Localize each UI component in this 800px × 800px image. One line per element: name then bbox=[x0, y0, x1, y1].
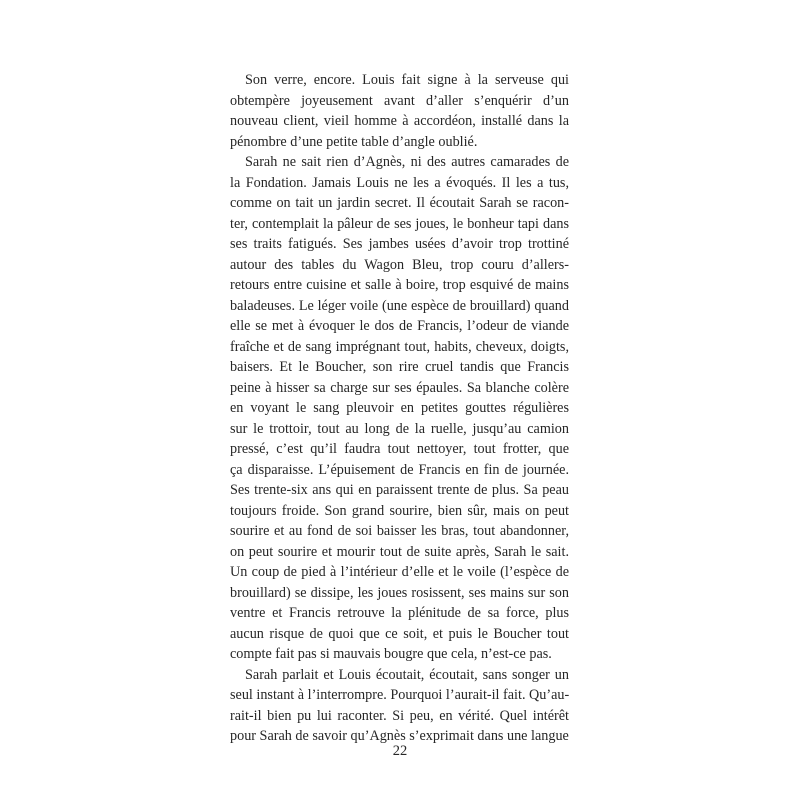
text-line: brouillard) se dissipe, les joues rosissent, ses mains sur son bbox=[230, 584, 569, 601]
text-line: sur le trottoir, tout au long de la ruelle, jusqu’au camion bbox=[230, 420, 569, 437]
text-line: baladeuses. Le léger voile (une espèce de brouillard) quand bbox=[230, 297, 569, 314]
text-line: rait-il bien pu lui raconter. Si peu, en vérité. Quel intérêt bbox=[230, 707, 569, 724]
text-line: ventre et Francis retrouve la plénitude de sa force, plus bbox=[230, 605, 569, 621]
text-line: aucun risque de quoi que ce soit, et puis le Boucher tout bbox=[230, 625, 569, 642]
text-line: en voyant le sang pleuvoir en petites gouttes régulières bbox=[230, 400, 569, 416]
paragraph bbox=[230, 665, 569, 747]
text-line: ses traits fatigués. Ses jambes usées d’avoir trop trottiné bbox=[230, 236, 569, 252]
text-line: Son verre, encore. Louis fait signe à la serveuse qui bbox=[245, 72, 569, 88]
text-line: pour Sarah de savoir qu’Agnès s’exprimait dans une langue bbox=[230, 728, 569, 744]
text-line: autour des tables du Wagon Bleu, trop couru d’allers- bbox=[230, 256, 569, 273]
text-line: Sarah ne sait rien d’Agnès, ni des autres camarades de bbox=[245, 154, 569, 170]
text-line: baisers. Et le Boucher, son rire cruel tandis que Francis bbox=[230, 359, 569, 375]
text-line: seul instant à l’interrompre. Pourquoi l’aurait-il fait. Qu’au- bbox=[230, 687, 570, 703]
page-text bbox=[230, 70, 569, 747]
text-line: Sarah parlait et Louis écoutait, écoutait, sans songer un bbox=[245, 666, 569, 683]
paragraph bbox=[230, 70, 569, 152]
text-line: nouveau client, vieil homme à accordéon, installé dans la bbox=[230, 113, 569, 129]
text-line: obtempère joyeusement avant d’aller s’enquérir d’un bbox=[230, 92, 569, 109]
text-line: Ses trente-six ans qui en paraissent trente de plus. Sa peau bbox=[230, 482, 569, 498]
text-line: la Fondation. Jamais Louis ne les a évoqués. Il les a tus, bbox=[230, 174, 569, 191]
text-line: Un coup de pied à l’intérieur d’elle et le voile (l’espèce de bbox=[230, 564, 569, 580]
text-line: pénombre d’une petite table d’angle oublié. bbox=[230, 133, 478, 150]
text-line: elle se met à évoquer le dos de Francis, l’odeur de viande bbox=[230, 318, 569, 334]
text-line: comme on tait un jardin secret. Il écoutait Sarah se racon- bbox=[230, 195, 569, 211]
text-line: peine à hisser sa charge sur ses épaules. Sa blanche colère bbox=[230, 379, 569, 396]
text-line: ter, contemplait la pâleur de ses joues, le bonheur tapi dans bbox=[230, 215, 569, 232]
text-line: pressé, c’est qu’il faudra tout nettoyer, tout frotter, que bbox=[230, 441, 569, 457]
text-line: on peut sourire et mourir tout de suite après, Sarah le sait. bbox=[230, 543, 569, 560]
page-number: 22 bbox=[392, 743, 408, 759]
text-line: toujours froide. Son grand sourire, bien sûr, mais on peut bbox=[230, 502, 569, 519]
text-line: compte fait pas si mauvais bougre que cela, n’est-ce pas. bbox=[230, 646, 552, 662]
text-line: fraîche et de sang imprégnant tout, habits, cheveux, doigts, bbox=[230, 338, 569, 355]
text-line: ça disparaisse. L’épuisement de Francis en fin de journée. bbox=[230, 461, 569, 478]
text-line: retours entre cuisine et salle à boire, trop esquivé de mains bbox=[230, 277, 569, 293]
paragraph bbox=[230, 152, 569, 665]
text-line: sourire et au fond de soi baisser les bras, tout abandonner, bbox=[230, 523, 569, 539]
